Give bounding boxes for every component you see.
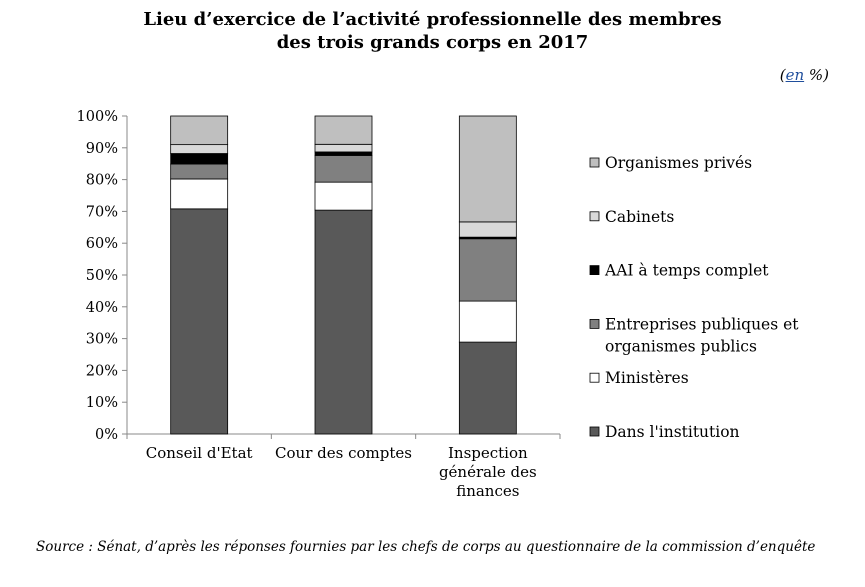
legend-swatch [590, 158, 599, 167]
bar-segment [171, 154, 228, 164]
x-category-label: Inspection [447, 444, 528, 462]
y-tick-label: 90% [85, 140, 118, 157]
bar-segment [315, 182, 372, 210]
legend-swatch [590, 266, 599, 275]
title-line-2: des trois grands corps en 2017 [276, 32, 589, 53]
bar-segment [459, 342, 516, 434]
bar-segment [315, 155, 372, 182]
legend-label: Cabinets [605, 207, 675, 226]
bar-segment [459, 116, 516, 222]
x-category-label: générale des [438, 463, 537, 481]
y-tick-label: 60% [85, 236, 118, 253]
y-tick-label: 40% [85, 299, 118, 316]
legend-swatch [590, 373, 599, 382]
legend-label: Organismes privés [605, 154, 753, 172]
y-tick-label: 70% [85, 204, 118, 221]
y-tick-label: 30% [85, 331, 118, 348]
y-tick-label: 100% [76, 109, 118, 125]
y-tick-label: 20% [85, 363, 118, 380]
y-tick-label: 10% [85, 395, 118, 412]
bar-segment [171, 164, 228, 179]
bar-segment [171, 209, 228, 434]
bar-segment [315, 144, 372, 152]
bar-segment [315, 152, 372, 155]
bar-segment [171, 116, 228, 145]
unit-link[interactable]: en [785, 66, 805, 84]
legend-label: organismes publics [605, 337, 757, 356]
bar-segment [459, 301, 516, 342]
y-tick-label: 50% [85, 268, 118, 284]
legend-swatch [590, 212, 599, 221]
legend-label: Ministères [605, 369, 689, 388]
unit-prefix: ( [779, 66, 786, 84]
y-tick-label: 0% [94, 427, 118, 443]
legend-label: Entreprises publiques et [605, 315, 799, 334]
title-line-1: Lieu d’exercice de l’activité professionnelle des membres [143, 9, 722, 30]
bar-segment [315, 116, 372, 144]
legend-label: Dans l'institution [605, 423, 740, 441]
bar-segment [315, 210, 372, 434]
legend-swatch [590, 427, 599, 436]
source-note: Source : Sénat, d’après les réponses fournies par les chefs de corps au questionnaire de la commission d’enquête [36, 539, 816, 555]
y-tick-label: 80% [85, 172, 118, 189]
bar-segment [459, 239, 516, 301]
bar-segment [459, 222, 516, 237]
bar-segment [171, 179, 228, 209]
x-category-label: Conseil d'Etat [145, 444, 253, 462]
x-category-label: finances [456, 482, 520, 500]
x-category-label: Cour des comptes [275, 444, 412, 462]
unit-suffix: %) [804, 66, 829, 84]
bar-segment [171, 145, 228, 154]
legend-swatch [590, 319, 599, 328]
legend-label: AAI à temps complet [605, 261, 769, 280]
